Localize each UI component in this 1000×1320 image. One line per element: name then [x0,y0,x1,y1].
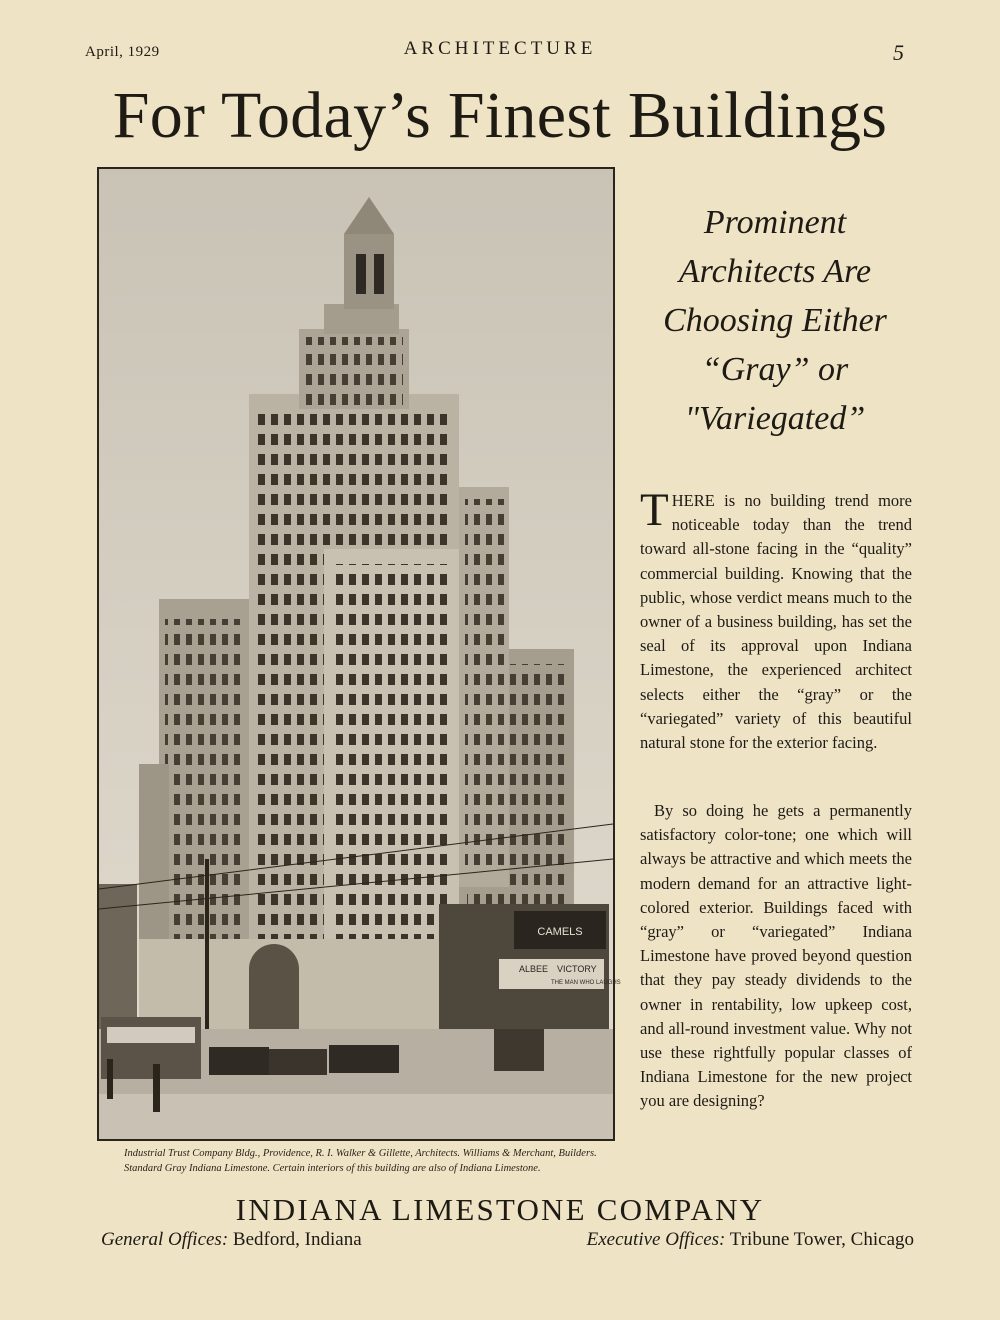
body-paragraph-2: By so doing he gets a permanently satisfactory color-tone; one which will always be attractive and which meets the modern demand for an attractive light-colored exterior. Buildings faced with “gray” or “variegated” Indiana Limestone have proved beyond question that they pay steady dividends to the owner in rentability, low upkeep cost, and all-round investment value. Why not use these rightfully popular classes of Indiana Limestone for the new project you are designing? [640,801,912,1111]
subhead-line: Choosing Either [663,302,887,339]
victory-sign: VICTORY [557,964,597,974]
executive-offices [587,1229,914,1251]
skyscraper-illustration [99,169,621,1139]
camels-sign: CAMELS [537,926,583,938]
building-photograph [97,167,621,1141]
executive-offices-location: Tribune Tower, Chicago [729,1229,914,1250]
albee-sign: ALBEE [519,964,549,974]
photo-caption: Industrial Trust Company Bldg., Providence, R. I. Walker & Gillette, Architects. Williams & Merchant, Builders. Standard Gray Indiana Limestone. Certain interiors of this building are also of Indiana Limestone. [124,1148,597,1174]
company-name: INDIANA LIMESTONE COMPANY [235,1192,765,1227]
executive-offices-label: Executive Offices: [586,1229,726,1250]
subhead-line: “Gray” or [701,351,849,388]
subhead-line: Prominent [703,204,847,241]
page-number: 5 [893,40,904,65]
film-title-sign: THE MAN WHO LAUGHS [551,980,621,986]
drop-cap: T [640,484,669,536]
subheadline [622,198,928,443]
body-paragraph-1 [640,484,912,755]
paragraph-text: HERE is no building trend more noticeable today than the trend toward all-stone facing in the “quality” commercial building. Knowing that the public, whose verdict means much to the owner of a business building, has set the seal of its approval upon Indiana Limestone, the experienced architect selects either the “gray” or the “variegated” variety of this beautiful natural stone for the exterior facing. [640,491,912,753]
general-offices-location: Bedford, Indiana [232,1229,362,1250]
issue-date: April, 1929 [85,44,160,60]
subhead-line: "Variegated” [684,400,866,437]
ad-headline: For Today’s Finest Buildings [112,79,888,152]
subhead-line: Architects Are [678,253,872,290]
journal-title: ARCHITECTURE [403,38,597,59]
general-offices-label: General Offices: [101,1229,229,1250]
general-offices [101,1229,362,1251]
